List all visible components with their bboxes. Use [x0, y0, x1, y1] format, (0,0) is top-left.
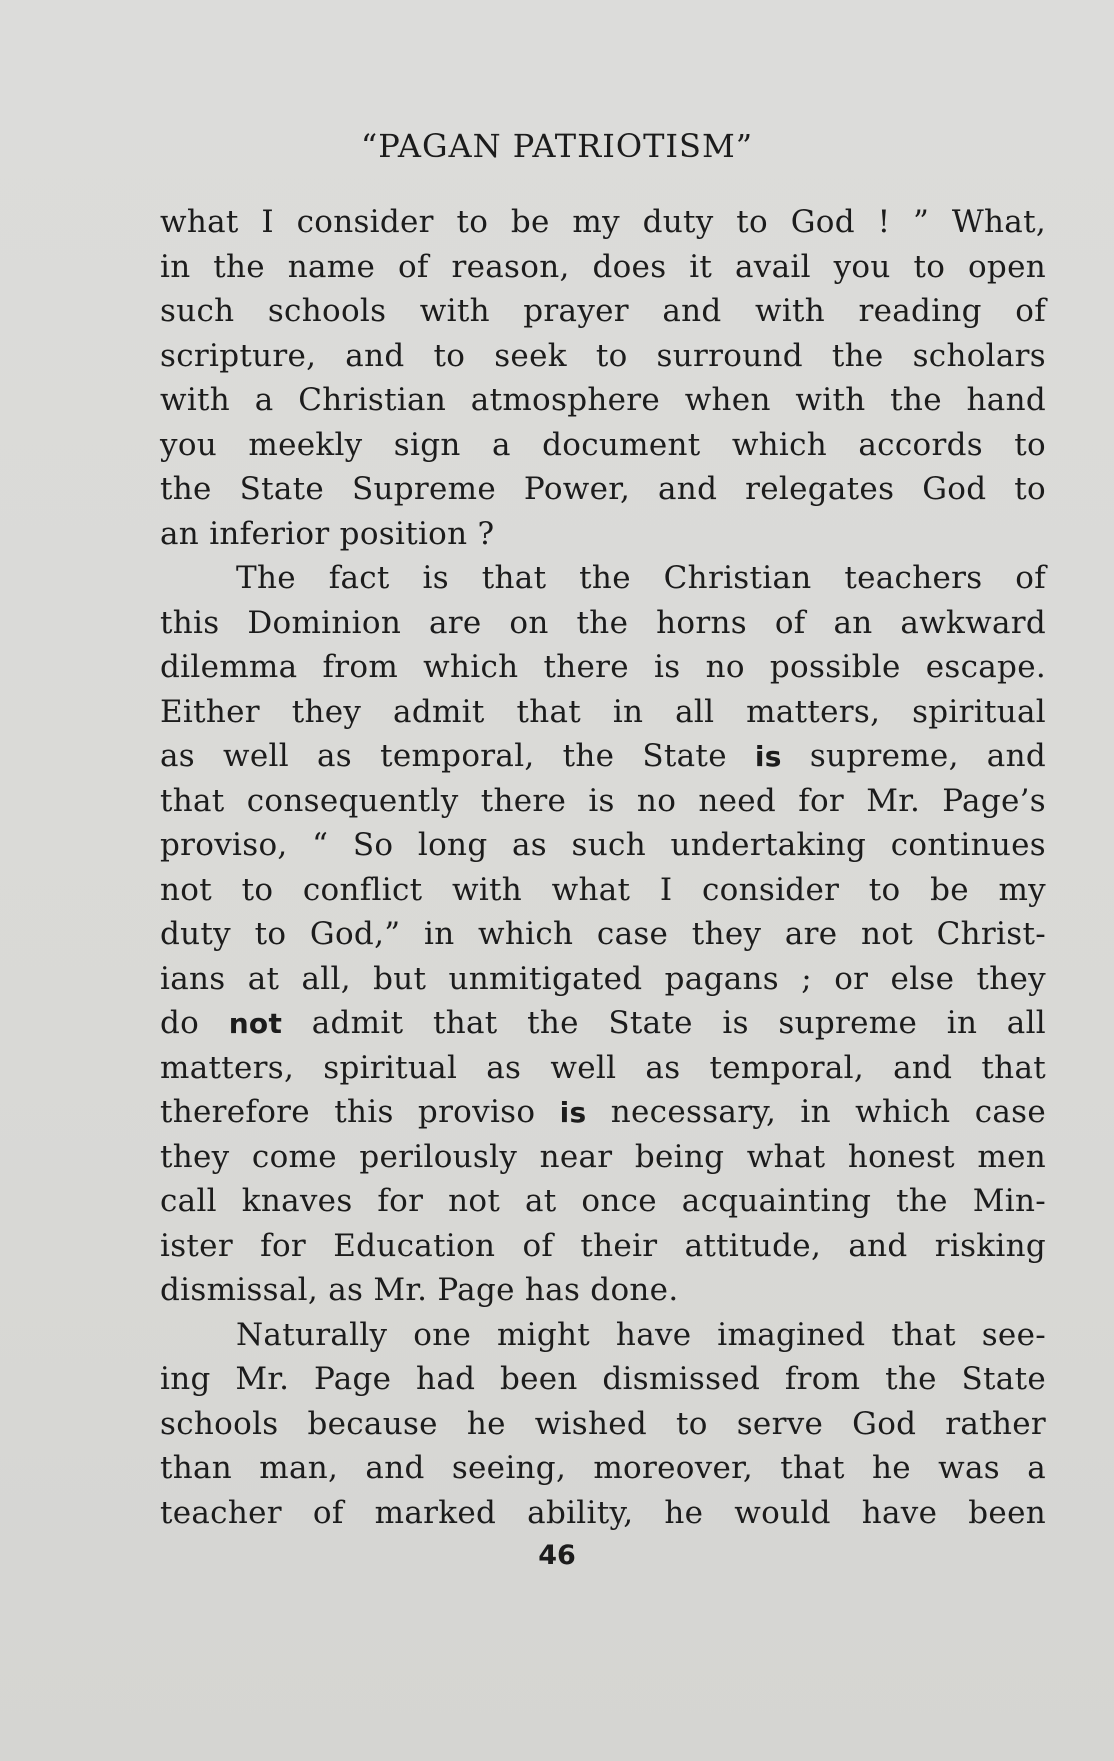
text-line: Naturally one might have imagined that see-	[236, 1316, 1046, 1353]
text-line: matters, spiritual as well as temporal, and that	[160, 1049, 1046, 1086]
text-line: schools because he wished to serve God rather	[160, 1405, 1046, 1442]
text-line: such schools with prayer and with reading of	[160, 293, 1046, 329]
emphasis-is: is	[559, 1096, 587, 1129]
text-line: they come perilously near being what honest men	[160, 1138, 1046, 1175]
text-line: you meekly sign a document which accords to	[160, 426, 1046, 463]
text-line: The fact is that the Christian teachers of	[236, 560, 1046, 596]
text-segment: therefore this proviso	[160, 1094, 560, 1130]
emphasis-not: not	[228, 1007, 283, 1040]
text-line: ister for Education of their attitude, and risking	[160, 1227, 1046, 1264]
text-line: dilemma from which there is no possible escape.	[160, 649, 1046, 685]
text-line: that consequently there is no need for Mr. Page’s	[160, 782, 1046, 819]
text-line: Either they admit that in all matters, spiritual	[160, 693, 1046, 730]
text-line: duty to God,” in which case they are not Christ-	[160, 916, 1046, 952]
body-text	[160, 200, 1046, 1535]
text-segment: necessary, in which case	[586, 1094, 1046, 1130]
text-line: ing Mr. Page had been dismissed from the State	[160, 1361, 1046, 1397]
text-segment: do	[160, 1005, 229, 1041]
text-line: teacher of marked ability, he would have been	[160, 1494, 1046, 1531]
text-segment: admit that the State is supreme in all	[282, 1005, 1047, 1041]
text-line: dismissal, as Mr. Page has done.	[160, 1272, 679, 1308]
text-line: the State Supreme Power, and relegates God to	[160, 471, 1046, 507]
text-line-with-emphasis	[160, 734, 1046, 779]
emphasis-is: is	[754, 740, 782, 773]
text-line: ians at all, but unmitigated pagans ; or else they	[160, 960, 1046, 997]
text-segment: supreme, and	[781, 738, 1046, 774]
page-number: 46	[538, 1540, 576, 1571]
text-line-with-emphasis	[160, 1001, 1046, 1046]
text-line-with-emphasis	[160, 1090, 1046, 1135]
text-line: with a Christian atmosphere when with the hand	[160, 382, 1046, 418]
text-line: an inferior position ?	[160, 515, 495, 552]
text-line: call knaves for not at once acquainting the Min-	[160, 1183, 1046, 1219]
text-line: this Dominion are on the horns of an awkward	[160, 604, 1046, 641]
text-line: proviso, “ So long as such undertaking continues	[160, 827, 1046, 863]
text-line: in the name of reason, does it avail you to open	[160, 248, 1046, 285]
running-title: “PAGAN PATRIOTISM”	[360, 127, 754, 165]
text-line: not to conflict with what I consider to be my	[160, 871, 1046, 908]
text-line: than man, and seeing, moreover, that he was a	[160, 1450, 1046, 1486]
text-segment: as well as temporal, the State	[160, 738, 755, 774]
text-line: what I consider to be my duty to God ! ” What,	[160, 204, 1046, 240]
text-line: scripture, and to seek to surround the scholars	[160, 337, 1046, 374]
